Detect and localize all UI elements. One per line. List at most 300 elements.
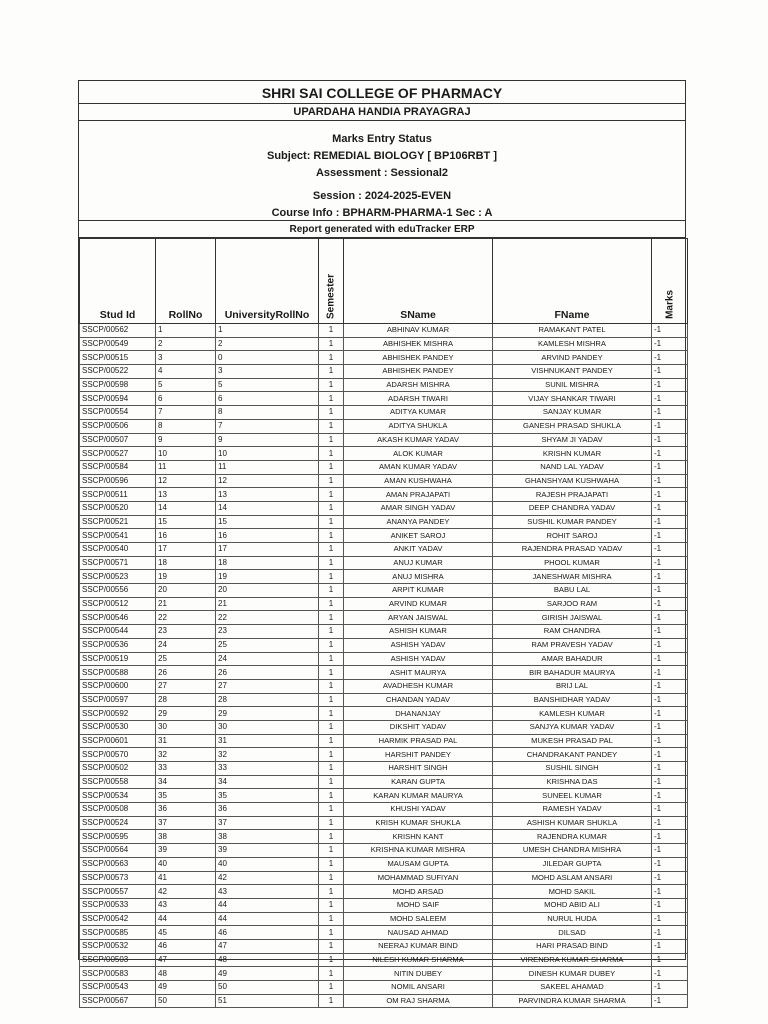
rollno-cell: 25 <box>156 652 216 666</box>
stud-id-cell: SSCP/00592 <box>80 707 156 721</box>
semester-cell: 1 <box>319 816 344 830</box>
sname-cell: ASHISH YADAV <box>344 638 493 652</box>
university-rollno-cell: 10 <box>216 447 319 461</box>
table-row <box>80 666 688 680</box>
university-rollno-cell: 51 <box>216 994 319 1008</box>
stud-id-cell: SSCP/00584 <box>80 460 156 474</box>
stud-id-cell: SSCP/00556 <box>80 584 156 598</box>
sname-cell: OM RAJ SHARMA <box>344 994 493 1008</box>
university-rollno-cell: 22 <box>216 611 319 625</box>
stud-id-cell: SSCP/00546 <box>80 611 156 625</box>
semester-cell: 1 <box>319 392 344 406</box>
fname-cell: DEEP CHANDRA YADAV <box>493 501 652 515</box>
fname-cell: KAMLESH KUMAR <box>493 707 652 721</box>
rollno-cell: 15 <box>156 515 216 529</box>
stud-id-cell: SSCP/00573 <box>80 871 156 885</box>
stud-id-cell: SSCP/00540 <box>80 543 156 557</box>
semester-cell: 1 <box>319 611 344 625</box>
stud-id-cell: SSCP/00571 <box>80 556 156 570</box>
table-row <box>80 898 688 912</box>
semester-cell: 1 <box>319 501 344 515</box>
table-row <box>80 529 688 543</box>
marks-cell: -1 <box>652 652 688 666</box>
semester-cell: 1 <box>319 351 344 365</box>
sname-cell: NILESH KUMAR SHARMA <box>344 953 493 967</box>
rollno-cell: 18 <box>156 556 216 570</box>
table-row <box>80 351 688 365</box>
rollno-cell: 45 <box>156 926 216 940</box>
marks-label: Marks <box>664 290 675 319</box>
fname-cell: PHOOL KUMAR <box>493 556 652 570</box>
marks-cell: -1 <box>652 816 688 830</box>
table-row <box>80 857 688 871</box>
rollno-cell: 39 <box>156 844 216 858</box>
sname-cell: ADARSH TIWARI <box>344 392 493 406</box>
rollno-cell: 23 <box>156 625 216 639</box>
sname-cell: NOMIL ANSARI <box>344 981 493 995</box>
stud-id-cell: SSCP/00549 <box>80 337 156 351</box>
semester-cell: 1 <box>319 556 344 570</box>
fname-cell: BABU LAL <box>493 584 652 598</box>
sname-cell: MAUSAM GUPTA <box>344 857 493 871</box>
stud-id-cell: SSCP/00527 <box>80 447 156 461</box>
stud-id-cell: SSCP/00542 <box>80 912 156 926</box>
fname-cell: ASHISH KUMAR SHUKLA <box>493 816 652 830</box>
stud-id-cell: SSCP/00532 <box>80 939 156 953</box>
fname-cell: KRISHN KUMAR <box>493 447 652 461</box>
fname-cell: SHYAM JI YADAV <box>493 433 652 447</box>
table-row <box>80 803 688 817</box>
sname-cell: ABHISHEK PANDEY <box>344 351 493 365</box>
university-rollno-cell: 20 <box>216 584 319 598</box>
semester-cell: 1 <box>319 871 344 885</box>
fname-cell: SUNEEL KUMAR <box>493 789 652 803</box>
rollno-cell: 40 <box>156 857 216 871</box>
marks-cell: -1 <box>652 584 688 598</box>
semester-cell: 1 <box>319 953 344 967</box>
table-row <box>80 652 688 666</box>
rollno-cell: 50 <box>156 994 216 1008</box>
university-rollno-cell: 30 <box>216 720 319 734</box>
table-row <box>80 543 688 557</box>
college-name: SHRI SAI COLLEGE OF PHARMACY <box>79 81 685 104</box>
sname-cell: HARMIK PRASAD PAL <box>344 734 493 748</box>
sname-cell: NAUSAD AHMAD <box>344 926 493 940</box>
university-rollno-cell: 27 <box>216 679 319 693</box>
marks-cell: -1 <box>652 666 688 680</box>
table-row <box>80 570 688 584</box>
semester-cell: 1 <box>319 625 344 639</box>
table-row <box>80 488 688 502</box>
sname-cell: AKASH KUMAR YADAV <box>344 433 493 447</box>
fname-cell: NAND LAL YADAV <box>493 460 652 474</box>
sname-cell: KRISH KUMAR SHUKLA <box>344 816 493 830</box>
university-rollno-cell: 26 <box>216 666 319 680</box>
stud-id-cell: SSCP/00502 <box>80 762 156 776</box>
university-rollno-cell: 33 <box>216 762 319 776</box>
table-row <box>80 871 688 885</box>
fname-cell: BIR BAHADUR MAURYA <box>493 666 652 680</box>
semester-cell: 1 <box>319 406 344 420</box>
marks-cell: -1 <box>652 529 688 543</box>
marks-cell: -1 <box>652 556 688 570</box>
col-header-marks <box>652 239 688 324</box>
sname-cell: ASHIT MAURYA <box>344 666 493 680</box>
stud-id-cell: SSCP/00515 <box>80 351 156 365</box>
rollno-cell: 28 <box>156 693 216 707</box>
sname-cell: CHANDAN YADAV <box>344 693 493 707</box>
sname-cell: MOHD ARSAD <box>344 885 493 899</box>
rollno-cell: 3 <box>156 351 216 365</box>
semester-cell: 1 <box>319 584 344 598</box>
stud-id-cell: SSCP/00503 <box>80 953 156 967</box>
semester-cell: 1 <box>319 926 344 940</box>
fname-cell: HARI PRASAD BIND <box>493 939 652 953</box>
table-row <box>80 994 688 1008</box>
sname-cell: AVADHESH KUMAR <box>344 679 493 693</box>
rollno-cell: 22 <box>156 611 216 625</box>
rollno-cell: 47 <box>156 953 216 967</box>
stud-id-cell: SSCP/00596 <box>80 474 156 488</box>
marks-cell: -1 <box>652 953 688 967</box>
stud-id-cell: SSCP/00508 <box>80 803 156 817</box>
fname-cell: MOHD ASLAM ANSARI <box>493 871 652 885</box>
university-rollno-cell: 11 <box>216 460 319 474</box>
semester-cell: 1 <box>319 447 344 461</box>
rollno-cell: 44 <box>156 912 216 926</box>
fname-cell: VIJAY SHANKAR TIWARI <box>493 392 652 406</box>
table-row <box>80 638 688 652</box>
marks-cell: -1 <box>652 324 688 338</box>
sname-cell: MOHD SALEEM <box>344 912 493 926</box>
marks-cell: -1 <box>652 611 688 625</box>
sname-cell: AMAN KUMAR YADAV <box>344 460 493 474</box>
sname-cell: MOHD SAIF <box>344 898 493 912</box>
university-rollno-cell: 7 <box>216 419 319 433</box>
university-rollno-cell: 24 <box>216 652 319 666</box>
sname-cell: KRISHNA KUMAR MISHRA <box>344 844 493 858</box>
fname-cell: KAMLESH MISHRA <box>493 337 652 351</box>
semester-cell: 1 <box>319 844 344 858</box>
rollno-cell: 19 <box>156 570 216 584</box>
fname-cell: UMESH CHANDRA MISHRA <box>493 844 652 858</box>
sname-cell: ABHINAV KUMAR <box>344 324 493 338</box>
marks-cell: -1 <box>652 885 688 899</box>
university-rollno-cell: 8 <box>216 406 319 420</box>
sname-cell: ARVIND KUMAR <box>344 597 493 611</box>
marks-cell: -1 <box>652 447 688 461</box>
marks-cell: -1 <box>652 693 688 707</box>
semester-cell: 1 <box>319 967 344 981</box>
marks-cell: -1 <box>652 337 688 351</box>
rollno-cell: 12 <box>156 474 216 488</box>
semester-cell: 1 <box>319 666 344 680</box>
semester-cell: 1 <box>319 543 344 557</box>
table-row <box>80 816 688 830</box>
rollno-cell: 17 <box>156 543 216 557</box>
semester-cell: 1 <box>319 748 344 762</box>
rollno-cell: 38 <box>156 830 216 844</box>
marks-cell: -1 <box>652 926 688 940</box>
stud-id-cell: SSCP/00588 <box>80 666 156 680</box>
sname-cell: MOHAMMAD SUFIYAN <box>344 871 493 885</box>
col-header-semester <box>319 239 344 324</box>
marks-cell: -1 <box>652 474 688 488</box>
table-row <box>80 981 688 995</box>
sname-cell: HARSHIT SINGH <box>344 762 493 776</box>
fname-cell: CHANDRAKANT PANDEY <box>493 748 652 762</box>
university-rollno-cell: 48 <box>216 953 319 967</box>
table-row <box>80 953 688 967</box>
stud-id-cell: SSCP/00530 <box>80 720 156 734</box>
university-rollno-cell: 14 <box>216 501 319 515</box>
rollno-cell: 6 <box>156 392 216 406</box>
semester-cell: 1 <box>319 898 344 912</box>
sname-cell: KRISHN KANT <box>344 830 493 844</box>
table-row <box>80 748 688 762</box>
marks-cell: -1 <box>652 365 688 379</box>
stud-id-cell: SSCP/00554 <box>80 406 156 420</box>
sname-cell: ANIKET SAROJ <box>344 529 493 543</box>
semester-cell: 1 <box>319 775 344 789</box>
semester-cell: 1 <box>319 638 344 652</box>
marks-cell: -1 <box>652 351 688 365</box>
marks-cell: -1 <box>652 378 688 392</box>
semester-cell: 1 <box>319 734 344 748</box>
semester-cell: 1 <box>319 570 344 584</box>
fname-cell: SUSHIL KUMAR PANDEY <box>493 515 652 529</box>
sname-cell: ABHISHEK MISHRA <box>344 337 493 351</box>
sname-cell: DHANANJAY <box>344 707 493 721</box>
university-rollno-cell: 0 <box>216 351 319 365</box>
sname-cell: ANUJ MISHRA <box>344 570 493 584</box>
university-rollno-cell: 29 <box>216 707 319 721</box>
semester-cell: 1 <box>319 597 344 611</box>
university-rollno-cell: 21 <box>216 597 319 611</box>
rollno-cell: 8 <box>156 419 216 433</box>
table-row <box>80 885 688 899</box>
university-rollno-cell: 12 <box>216 474 319 488</box>
marks-cell: -1 <box>652 501 688 515</box>
fname-cell: PARVINDRA KUMAR SHARMA <box>493 994 652 1008</box>
sname-cell: ADITYA SHUKLA <box>344 419 493 433</box>
university-rollno-cell: 25 <box>216 638 319 652</box>
rollno-cell: 46 <box>156 939 216 953</box>
table-row <box>80 762 688 776</box>
university-rollno-cell: 37 <box>216 816 319 830</box>
semester-cell: 1 <box>319 857 344 871</box>
stud-id-cell: SSCP/00600 <box>80 679 156 693</box>
table-row <box>80 693 688 707</box>
fname-cell: RAJENDRA KUMAR <box>493 830 652 844</box>
table-row <box>80 939 688 953</box>
stud-id-cell: SSCP/00598 <box>80 378 156 392</box>
fname-cell: SARJOO RAM <box>493 597 652 611</box>
sname-cell: ARYAN JAISWAL <box>344 611 493 625</box>
university-rollno-cell: 6 <box>216 392 319 406</box>
sname-cell: AMAN PRAJAPATI <box>344 488 493 502</box>
marks-cell: -1 <box>652 748 688 762</box>
rollno-cell: 14 <box>156 501 216 515</box>
semester-cell: 1 <box>319 324 344 338</box>
table-row <box>80 406 688 420</box>
rollno-cell: 37 <box>156 816 216 830</box>
sname-cell: ADITYA KUMAR <box>344 406 493 420</box>
rollno-cell: 33 <box>156 762 216 776</box>
university-rollno-cell: 39 <box>216 844 319 858</box>
stud-id-cell: SSCP/00523 <box>80 570 156 584</box>
semester-label: Semester <box>325 273 337 319</box>
marks-cell: -1 <box>652 488 688 502</box>
assessment-line: Assessment : Sessional2 <box>315 167 449 179</box>
stud-id-cell: SSCP/00512 <box>80 597 156 611</box>
stud-id-cell: SSCP/00541 <box>80 529 156 543</box>
table-row <box>80 830 688 844</box>
stud-id-cell: SSCP/00594 <box>80 392 156 406</box>
session-line: Session : 2024-2025-EVEN <box>312 190 452 202</box>
table-row <box>80 378 688 392</box>
university-rollno-cell: 49 <box>216 967 319 981</box>
stud-id-cell: SSCP/00570 <box>80 748 156 762</box>
table-row <box>80 324 688 338</box>
report-header <box>79 81 685 238</box>
stud-id-cell: SSCP/00597 <box>80 693 156 707</box>
rollno-cell: 24 <box>156 638 216 652</box>
fname-cell: ARVIND PANDEY <box>493 351 652 365</box>
sname-cell: ARPIT KUMAR <box>344 584 493 598</box>
table-row <box>80 926 688 940</box>
stud-id-cell: SSCP/00534 <box>80 789 156 803</box>
marks-cell: -1 <box>652 707 688 721</box>
rollno-cell: 16 <box>156 529 216 543</box>
table-row <box>80 789 688 803</box>
table-row <box>80 474 688 488</box>
university-rollno-cell: 18 <box>216 556 319 570</box>
table-row <box>80 515 688 529</box>
marks-cell: -1 <box>652 515 688 529</box>
table-row <box>80 720 688 734</box>
fname-cell: SANJAY KUMAR <box>493 406 652 420</box>
rollno-cell: 35 <box>156 789 216 803</box>
col-header-university-rollno: UniversityRollNo <box>216 239 319 324</box>
table-row <box>80 556 688 570</box>
marks-cell: -1 <box>652 419 688 433</box>
university-rollno-cell: 44 <box>216 912 319 926</box>
sname-cell: KARAN GUPTA <box>344 775 493 789</box>
rollno-cell: 1 <box>156 324 216 338</box>
table-row <box>80 734 688 748</box>
table-row <box>80 460 688 474</box>
table-row <box>80 967 688 981</box>
semester-cell: 1 <box>319 939 344 953</box>
semester-cell: 1 <box>319 474 344 488</box>
marks-cell: -1 <box>652 433 688 447</box>
report-title: Marks Entry Status <box>332 133 432 145</box>
marks-cell: -1 <box>652 775 688 789</box>
semester-cell: 1 <box>319 720 344 734</box>
rollno-cell: 7 <box>156 406 216 420</box>
fname-cell: BRIJ LAL <box>493 679 652 693</box>
table-row <box>80 584 688 598</box>
stud-id-cell: SSCP/00519 <box>80 652 156 666</box>
fname-cell: SANJYA KUMAR YADAV <box>493 720 652 734</box>
semester-cell: 1 <box>319 994 344 1008</box>
rollno-cell: 2 <box>156 337 216 351</box>
table-row <box>80 337 688 351</box>
table-row <box>80 419 688 433</box>
table-body <box>80 324 688 1008</box>
semester-cell: 1 <box>319 912 344 926</box>
stud-id-cell: SSCP/00524 <box>80 816 156 830</box>
sname-cell: ASHISH YADAV <box>344 652 493 666</box>
university-rollno-cell: 28 <box>216 693 319 707</box>
semester-cell: 1 <box>319 707 344 721</box>
stud-id-cell: SSCP/00536 <box>80 638 156 652</box>
fname-cell: RAMESH YADAV <box>493 803 652 817</box>
table-header-row <box>80 239 688 324</box>
fname-cell: RAM PRAVESH YADAV <box>493 638 652 652</box>
rollno-cell: 31 <box>156 734 216 748</box>
marks-cell: -1 <box>652 392 688 406</box>
semester-cell: 1 <box>319 529 344 543</box>
col-header-rollno: RollNo <box>156 239 216 324</box>
semester-cell: 1 <box>319 365 344 379</box>
semester-cell: 1 <box>319 830 344 844</box>
rollno-cell: 43 <box>156 898 216 912</box>
fname-cell: AMAR BAHADUR <box>493 652 652 666</box>
sname-cell: ANUJ KUMAR <box>344 556 493 570</box>
semester-cell: 1 <box>319 981 344 995</box>
fname-cell: MOHD ABID ALI <box>493 898 652 912</box>
fname-cell: SUNIL MISHRA <box>493 378 652 392</box>
marks-cell: -1 <box>652 857 688 871</box>
sname-cell: DIKSHIT YADAV <box>344 720 493 734</box>
marks-cell: -1 <box>652 638 688 652</box>
university-rollno-cell: 3 <box>216 365 319 379</box>
table-row <box>80 365 688 379</box>
semester-cell: 1 <box>319 515 344 529</box>
stud-id-cell: SSCP/00522 <box>80 365 156 379</box>
university-rollno-cell: 13 <box>216 488 319 502</box>
sname-cell: ADARSH MISHRA <box>344 378 493 392</box>
university-rollno-cell: 38 <box>216 830 319 844</box>
table-row <box>80 597 688 611</box>
rollno-cell: 42 <box>156 885 216 899</box>
university-rollno-cell: 19 <box>216 570 319 584</box>
university-rollno-cell: 17 <box>216 543 319 557</box>
table-row <box>80 912 688 926</box>
university-rollno-cell: 23 <box>216 625 319 639</box>
rollno-cell: 5 <box>156 378 216 392</box>
table-row <box>80 707 688 721</box>
semester-cell: 1 <box>319 885 344 899</box>
marks-table <box>79 238 688 1008</box>
stud-id-cell: SSCP/00506 <box>80 419 156 433</box>
stud-id-cell: SSCP/00521 <box>80 515 156 529</box>
report-sheet <box>78 80 686 1006</box>
sname-cell: NEERAJ KUMAR BIND <box>344 939 493 953</box>
marks-cell: -1 <box>652 679 688 693</box>
university-rollno-cell: 50 <box>216 981 319 995</box>
university-rollno-cell: 40 <box>216 857 319 871</box>
sname-cell: ANKIT YADAV <box>344 543 493 557</box>
university-rollno-cell: 16 <box>216 529 319 543</box>
marks-cell: -1 <box>652 720 688 734</box>
rollno-cell: 48 <box>156 967 216 981</box>
fname-cell: MUKESH PRASAD PAL <box>493 734 652 748</box>
university-rollno-cell: 15 <box>216 515 319 529</box>
fname-cell: SAKEEL AHAMAD <box>493 981 652 995</box>
